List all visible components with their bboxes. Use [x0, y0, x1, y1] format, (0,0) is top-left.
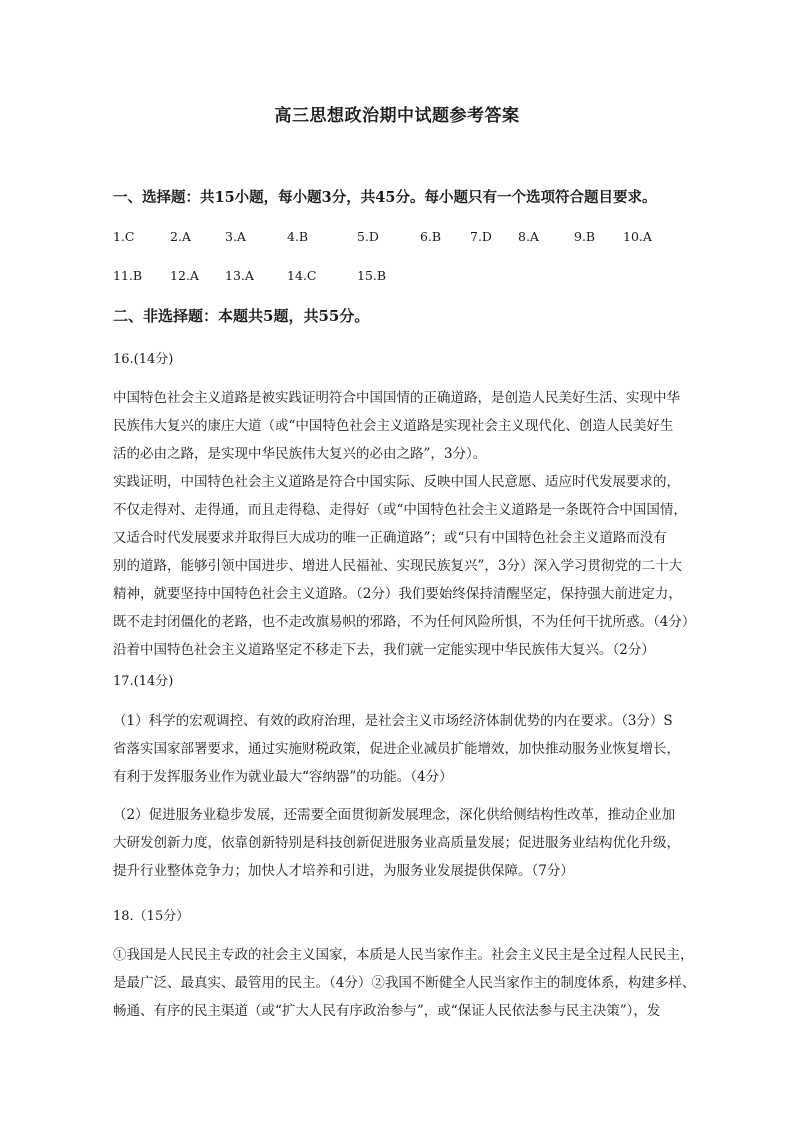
answer-line: 不仅走得对、走得通，而且走得稳、走得好（或“中国特色社会主义道路是一条既符合中国国情，: [113, 502, 687, 518]
answer-item: 7.D: [470, 229, 492, 244]
answer-line: 精神，就要坚持中国特色社会主义道路。（2分）我们要始终保持清醒坚定，保持强大前进定力，: [113, 586, 682, 602]
answer-item: 1.C: [113, 229, 135, 244]
answer-line: ①我国是人民民主专政的社会主义国家，本质是人民当家作主。社会主义民主是全过程人民民主，: [113, 947, 694, 963]
choice-answers-row-1: [113, 229, 713, 247]
answer-item: 8.A: [518, 229, 539, 244]
answer-item: 2.A: [170, 229, 191, 244]
answer-item: 6.B: [420, 229, 442, 244]
answer-line: 省落实国家部署要求，通过实施财税政策，促进企业减员扩能增效，加快推动服务业恢复增长，: [113, 741, 680, 757]
answer-line: 既不走封闭僵化的老路，也不走改旗易帜的邪路，不为任何风险所惧，不为任何干扰所惑。（4分）: [113, 614, 696, 630]
page-title: 高三思想政治期中试题参考答案: [274, 106, 520, 126]
answer-line: 民族伟大复兴的康庄大道（或“中国特色社会主义道路是实现社会主义现代化、创造人民美好生: [113, 418, 674, 434]
answer-item: 15.B: [357, 268, 387, 283]
choice-answers-row-2: [113, 268, 713, 286]
answer-line: 畅通、有序的民主渠道（或“扩大人民有序政治参与”，或“保证人民依法参与民主决策”），发: [113, 1003, 661, 1019]
answer-item: 14.C: [287, 268, 317, 283]
answer-line: 又适合时代发展要求并取得巨大成功的唯一正确道路”；或“只有中国特色社会主义道路而没有: [113, 530, 667, 546]
question-16-answer: [113, 384, 709, 664]
answer-line: 活的必由之路，是实现中华民族伟大复兴的必由之路”，3分）。: [113, 446, 487, 462]
answer-line: 别的道路，能够引领中国进步、增进人民福祉、实现民族复兴”，3分）深入学习贯彻党的二十大: [113, 558, 682, 574]
question-17-header: 17.(14分): [113, 674, 174, 689]
answer-item: 9.B: [574, 229, 596, 244]
answer-line: 是最广泛、最真实、最管用的民主。（4分）②我国不断健全人民当家作主的制度体系，构建多样、: [113, 975, 696, 991]
answer-line: 有利于发挥服务业作为就业最大“容纳器”的功能。（4分）: [113, 769, 453, 785]
answer-line: （2）促进服务业稳步发展，还需要全面贯彻新发展理念，深化供给侧结构性改革，推动企业加: [113, 807, 676, 823]
section-nonchoice-heading: 二、非选择题：本题共5题，共55分。: [113, 307, 370, 325]
answer-item: 3.A: [225, 229, 246, 244]
answer-item: 5.D: [357, 229, 379, 244]
question-16-header: 16.(14分): [113, 352, 174, 367]
question-17-part-2: [113, 801, 709, 885]
answer-line: 提升行业整体竞争力；加快人才培养和引进，为服务业发展提供保障。（7分）: [113, 863, 574, 879]
question-17-part-1: [113, 707, 709, 791]
question-18-header: 18.（15分）: [113, 909, 190, 924]
answer-item: 4.B: [287, 229, 309, 244]
question-18-answer: [113, 941, 709, 1025]
answer-item: 10.A: [623, 229, 652, 244]
answer-line: 中国特色社会主义道路是被实践证明符合中国国情的正确道路，是创造人民美好生活、实现中华: [113, 390, 680, 406]
answer-line: 大研发创新力度，依靠创新特别是科技创新促进服务业高质量发展；促进服务业结构优化升级，: [113, 835, 680, 851]
answer-item: 11.B: [113, 268, 143, 283]
answer-line: （1）科学的宏观调控、有效的政府治理，是社会主义市场经济体制优势的内在要求。（3分）S: [113, 713, 673, 729]
answer-item: 13.A: [225, 268, 254, 283]
section-choice-heading: 一、选择题：共15小题，每小题3分，共45分。每小题只有一个选项符合题目要求。: [113, 189, 657, 206]
answer-item: 12.A: [170, 268, 199, 283]
answer-line: 沿着中国特色社会主义道路坚定不移走下去，我们就一定能实现中华民族伟大复兴。（2分）: [113, 642, 655, 658]
answer-line: 实践证明，中国特色社会主义道路是符合中国实际、反映中国人民意愿、适应时代发展要求的，: [113, 474, 680, 490]
